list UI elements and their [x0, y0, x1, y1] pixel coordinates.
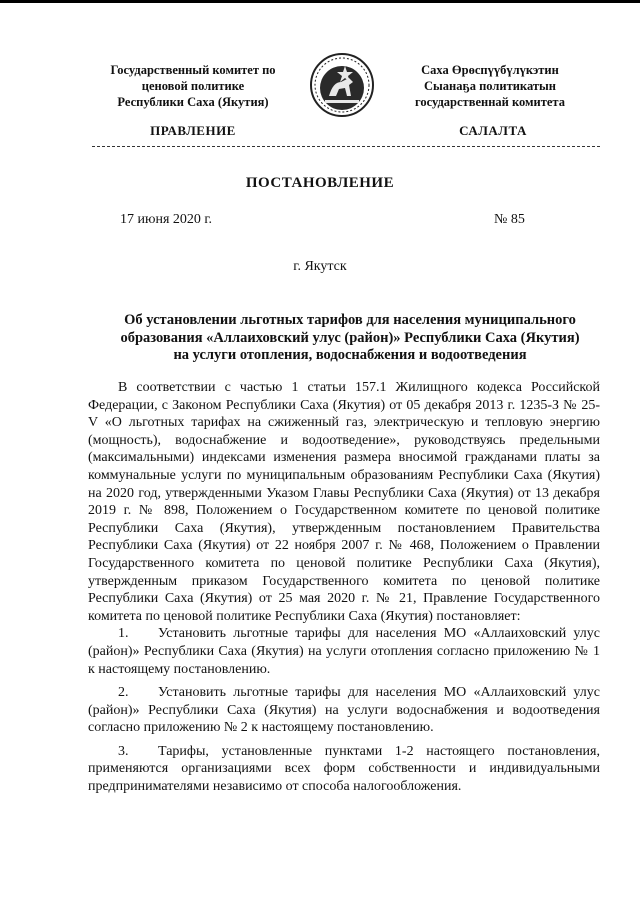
- header-right-line: Сыанаҕа политикатын: [424, 79, 556, 93]
- subject-line: Об установлении льготных тарифов для населения муниципального: [124, 312, 576, 328]
- header-right-line: государственнай комитета: [415, 95, 565, 109]
- header-divider: [92, 146, 600, 147]
- document-body: [88, 379, 600, 802]
- item-number: 1.: [118, 626, 129, 642]
- resolution-item: [88, 684, 600, 737]
- header-left-line: ценовой политике: [141, 79, 245, 93]
- resolution-item: [88, 743, 600, 796]
- header-right-subtitle: САЛАЛТА: [459, 123, 527, 138]
- item-number: 2.: [118, 685, 129, 701]
- header-left-subtitle: ПРАВЛЕНИЕ: [150, 123, 236, 138]
- document-subject: [100, 312, 600, 365]
- subject-line: на услуги отопления, водоснабжения и водоотведения: [173, 347, 527, 363]
- top-border: [0, 0, 640, 3]
- preamble-paragraph: В соответствии с частью 1 статьи 157.1 Жилищного кодекса Российской Федерации, с Законом Республики Саха (Якутия) от 05 декабря 2013 г. 1235-З № 25-V «О льготных тарифах на сжиженный газ, электрическую и тепловую энергию (мощность), водоснабжение и водоотведение», руководствуясь предельными (максимальными) индексами изменения размера вносимой гражданами платы за коммунальные услуги по муниципальным образованиям Республики Саха (Якутия) на 2020 год, утвержденными Указом Главы Республики Саха (Якутия) от 13 декабря 2019 г. № 898, Положением о Государственном комитете по ценовой политике Республики Саха (Якутия), утвержденным постановлением Правительства Республики Саха (Якутия) от 22 ноября 2007 г. № 468, Положением о Правлении Государственного комитета по ценовой политике Республики Саха (Якутия), утвержденным приказом Государственного комитета по ценовой политике Республики Саха (Якутия) от 25 мая 2020 г. № 21, Правление Государственного комитета по ценовой политике Республики Саха (Якутия) постановляет:: [88, 380, 600, 624]
- header-right-org: [384, 62, 596, 110]
- coat-of-arms-emblem: [309, 52, 375, 118]
- header-left-org: [88, 62, 298, 110]
- document-city: г. Якутск: [293, 259, 347, 274]
- item-text: Тарифы, установленные пунктами 1-2 настоящего постановления, применяются организациями всех форм собственности и индивидуальными предпринимателями независимо от способа налогообложения.: [88, 743, 600, 795]
- document-title: ПОСТАНОВЛЕНИЕ: [245, 175, 395, 191]
- item-text: Установить льготные тарифы для населения МО «Аллаиховский улус (район)» Республики Саха (Якутия) на услуги отопления согласно приложению № 1 к настоящему постановлению.: [88, 626, 600, 677]
- header-right-line: Саха Өрөспүүбүлүкэтин: [421, 63, 559, 77]
- document-date: 17 июня 2020 г.: [120, 212, 213, 227]
- header-left-line: Республики Саха (Якутия): [117, 95, 269, 109]
- item-text: Установить льготные тарифы для населения МО «Аллаиховский улус (район)» Республики Саха (Якутия) на услуги водоснабжения и водоотведения согласно приложению № 2 к настоящему постановлению.: [88, 685, 600, 736]
- resolution-item: [88, 625, 600, 678]
- header-left-line: Государственный комитет по: [110, 63, 276, 77]
- subject-line: образования «Аллаиховский улус (район)» Республики Саха (Якутия): [120, 329, 580, 346]
- item-number: 3.: [118, 743, 129, 759]
- document-number: № 85: [494, 212, 525, 227]
